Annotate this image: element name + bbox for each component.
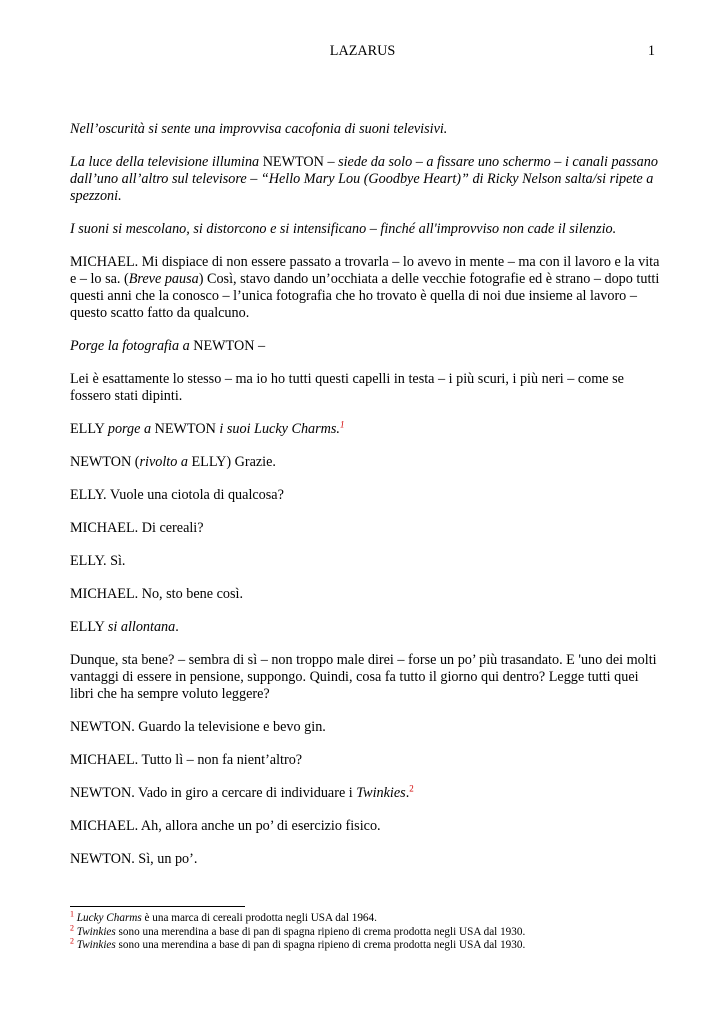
footnote-separator xyxy=(70,906,245,907)
stage-direction-4: Porge la fotografia a NEWTON – xyxy=(70,338,266,354)
dialogue-michael-4: MICHAEL. No, sto bene così. xyxy=(70,586,243,602)
dialogue-michael-2: Lei è esattamente lo stesso – ma io ho tutti questi capelli in testa – i più scuri, i più neri – come se fossero stati dipinti. xyxy=(70,371,624,404)
dialogue-michael-1: MICHAEL. Mi dispiace di non essere passato a trovarla – lo avevo in mente – ma con il lavoro e la vita e – lo sa. (Breve pausa) Così, stavo dando un’occhiata a delle vecchie fotografie ed è strano – dopo tutti questi anni che la conosco – l’unica fotografia che ho trovato è quella di noi due insieme al lavoro – questo scatto fatto da qualcuno. xyxy=(70,254,660,321)
dialogue-michael-7: MICHAEL. Ah, allora anche un po’ di esercizio fisico. xyxy=(70,818,381,834)
dialogue-elly-1: ELLY. Vuole una ciotola di qualcosa? xyxy=(70,487,284,503)
footnotes xyxy=(70,909,670,953)
stage-direction-6: ELLY si allontana. xyxy=(70,619,179,635)
page-header xyxy=(0,43,725,61)
stage-direction-1: Nell’oscurità si sente una improvvisa cacofonia di suoni televisivi. xyxy=(70,121,448,137)
stage-direction-5: ELLY porge a NEWTON i suoi Lucky Charms.$^1$ xyxy=(70,419,345,437)
dialogue-michael-3: MICHAEL. Di cereali? xyxy=(70,520,204,536)
dialogue-newton-3: NEWTON. Vado in giro a cercare di individuare i Twinkies.$^2$ xyxy=(70,783,414,801)
footnote-3: $^2$ Twinkies sono una merendina a base di pan di spagna ripieno di crema prodotta negli USA dal 1930. xyxy=(70,936,526,951)
footnote-ref-2[interactable]: 2 xyxy=(409,783,414,794)
script-body xyxy=(70,121,660,884)
footnote-1: $^1$ Lucky Charms è una marca di cereali prodotta negli USA dal 1964. xyxy=(70,909,377,924)
stage-direction-2: La luce della televisione illumina NEWTON – siede da solo – a fissare uno schermo – i canali passano dall’uno all’altro sul televisore – “Hello Mary Lou (Goodbye Heart)” di Ricky Nelson salta/si ripete a spezzoni. xyxy=(70,154,658,204)
dialogue-newton-4: NEWTON. Sì, un po’. xyxy=(70,851,198,867)
footnote-2: $^2$ Twinkies sono una merendina a base di pan di spagna ripieno di crema prodotta negli USA dal 1930. xyxy=(70,922,526,938)
page-number: 1 xyxy=(647,43,655,59)
dialogue-elly-2: ELLY. Sì. xyxy=(70,553,126,569)
dialogue-newton-1: NEWTON (rivolto a ELLY) Grazie. xyxy=(70,454,276,470)
dialogue-michael-6: MICHAEL. Tutto lì – non fa nient’altro? xyxy=(70,752,303,768)
stage-direction-3: I suoni si mescolano, si distorcono e si intensificano – finché all'improvviso non cade il silenzio. xyxy=(70,221,617,237)
dialogue-newton-2: NEWTON. Guardo la televisione e bevo gin. xyxy=(70,719,326,735)
dialogue-michael-5: Dunque, sta bene? – sembra di sì – non troppo male direi – forse un po’ più trasandato. E 'uno dei molti vantaggi di essere in pensione, suppongo. Quindi, cosa fa tutto il giorno qui dentro? Legge tutti quei libri che ha sempre voluto leggere? xyxy=(70,652,657,702)
footnote-ref-1[interactable]: 1 xyxy=(339,419,345,430)
document-title: LAZARUS xyxy=(329,43,396,59)
